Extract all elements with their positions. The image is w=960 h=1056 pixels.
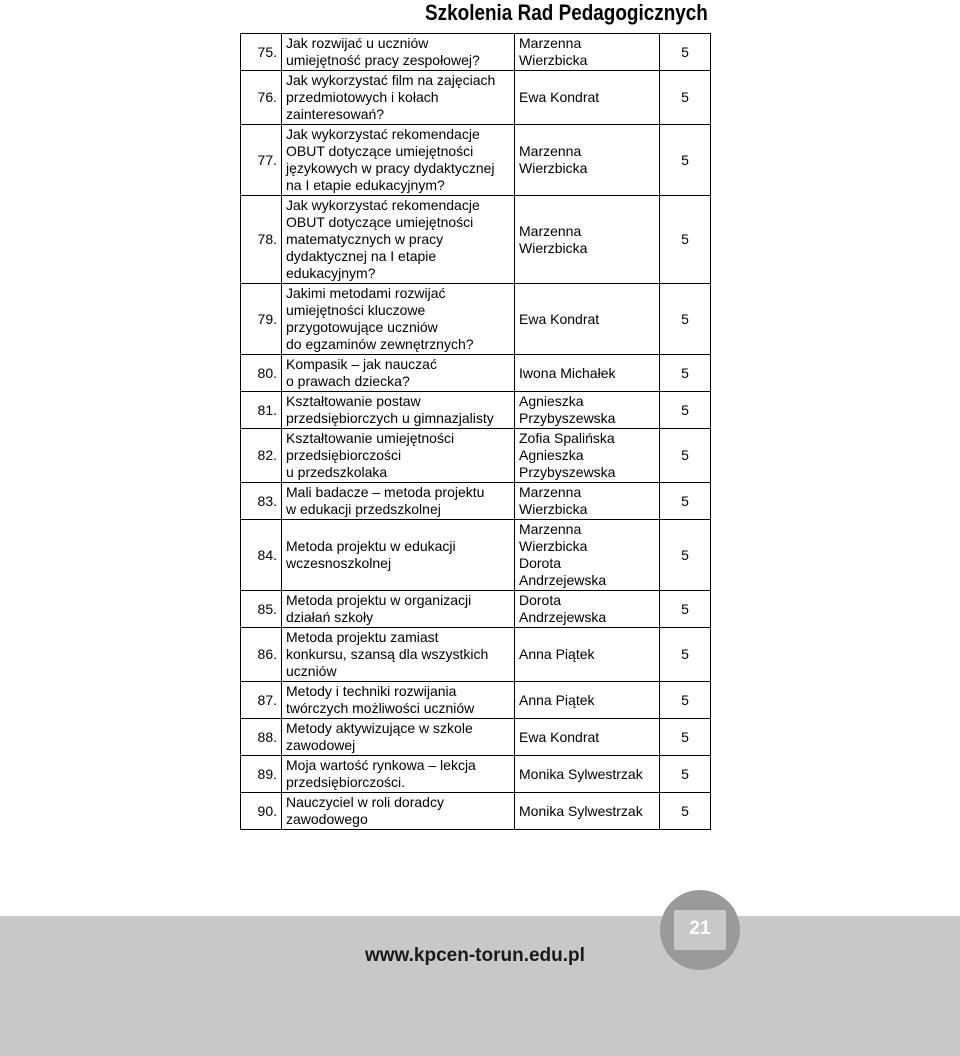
- row-trainer: Dorota Andrzejewska: [515, 591, 660, 628]
- row-number: 86.: [241, 628, 282, 682]
- row-trainer: Marzenna Wierzbicka: [515, 483, 660, 520]
- row-hours: 5: [660, 520, 711, 591]
- row-trainer: Monika Sylwestrzak: [515, 756, 660, 793]
- row-topic: Jak wykorzystać film na zajęciach przedmiotowych i kołach zainteresowań?: [282, 71, 515, 125]
- row-trainer: Iwona Michałek: [515, 355, 660, 392]
- table-row: [241, 520, 711, 591]
- row-number: 83.: [241, 483, 282, 520]
- row-number: 77.: [241, 125, 282, 196]
- row-hours: 5: [660, 71, 711, 125]
- table-row: [241, 793, 711, 830]
- row-number: 85.: [241, 591, 282, 628]
- row-number: 90.: [241, 793, 282, 830]
- courses-table-body: [241, 34, 711, 830]
- row-hours: 5: [660, 591, 711, 628]
- row-trainer: Agnieszka Przybyszewska: [515, 392, 660, 429]
- table-row: [241, 591, 711, 628]
- row-number: 87.: [241, 682, 282, 719]
- row-number: 82.: [241, 429, 282, 483]
- row-trainer: Ewa Kondrat: [515, 284, 660, 355]
- row-number: 79.: [241, 284, 282, 355]
- row-hours: 5: [660, 628, 711, 682]
- row-topic: Jak wykorzystać rekomendacje OBUT dotyczące umiejętności matematycznych w pracy dydaktycznej na I etapie edukacyjnym?: [282, 196, 515, 284]
- table-row: [241, 284, 711, 355]
- row-hours: 5: [660, 793, 711, 830]
- table-row: [241, 628, 711, 682]
- row-topic: Metoda projektu w edukacji wczesnoszkolnej: [282, 520, 515, 591]
- page-title: Szkolenia Rad Pedagogicznych: [425, 0, 708, 25]
- row-number: 76.: [241, 71, 282, 125]
- row-number: 80.: [241, 355, 282, 392]
- table-row: [241, 355, 711, 392]
- row-hours: 5: [660, 355, 711, 392]
- row-number: 89.: [241, 756, 282, 793]
- row-trainer: Anna Piątek: [515, 682, 660, 719]
- row-hours: 5: [660, 392, 711, 429]
- row-hours: 5: [660, 125, 711, 196]
- table-row: [241, 125, 711, 196]
- footer-band: [0, 916, 960, 1056]
- table-row: [241, 71, 711, 125]
- row-topic: Nauczyciel w roli doradcy zawodowego: [282, 793, 515, 830]
- row-topic: Metoda projektu zamiast konkursu, szansą dla wszystkich uczniów: [282, 628, 515, 682]
- table-row: [241, 429, 711, 483]
- page-number-box: [674, 910, 726, 950]
- table-row: [241, 682, 711, 719]
- row-hours: 5: [660, 196, 711, 284]
- row-number: 84.: [241, 520, 282, 591]
- row-topic: Metody aktywizujące w szkole zawodowej: [282, 719, 515, 756]
- row-trainer: Ewa Kondrat: [515, 719, 660, 756]
- row-hours: 5: [660, 34, 711, 71]
- row-topic: Metody i techniki rozwijania twórczych możliwości uczniów: [282, 682, 515, 719]
- row-topic: Jak rozwijać u uczniów umiejętność pracy zespołowej?: [282, 34, 515, 71]
- page-number-badge: [660, 890, 740, 970]
- page-number: 21: [689, 918, 711, 939]
- row-hours: 5: [660, 429, 711, 483]
- table-row: [241, 756, 711, 793]
- row-number: 81.: [241, 392, 282, 429]
- row-topic: Kształtowanie umiejętności przedsiębiorczości u przedszkolaka: [282, 429, 515, 483]
- row-trainer: Anna Piątek: [515, 628, 660, 682]
- row-trainer: Monika Sylwestrzak: [515, 793, 660, 830]
- courses-table: [240, 33, 711, 830]
- row-hours: 5: [660, 682, 711, 719]
- row-topic: Kształtowanie postaw przedsiębiorczych u gimnazjalisty: [282, 392, 515, 429]
- row-topic: Metoda projektu w organizacji działań szkoły: [282, 591, 515, 628]
- row-hours: 5: [660, 756, 711, 793]
- row-hours: 5: [660, 719, 711, 756]
- table-row: [241, 34, 711, 71]
- row-number: 78.: [241, 196, 282, 284]
- row-number: 88.: [241, 719, 282, 756]
- row-trainer: Zofia Spalińska Agnieszka Przybyszewska: [515, 429, 660, 483]
- row-topic: Kompasik – jak nauczać o prawach dziecka?: [282, 355, 515, 392]
- row-trainer: Marzenna Wierzbicka: [515, 125, 660, 196]
- row-number: 75.: [241, 34, 282, 71]
- table-row: [241, 483, 711, 520]
- row-trainer: Marzenna Wierzbicka Dorota Andrzejewska: [515, 520, 660, 591]
- table-row: [241, 719, 711, 756]
- table-row: [241, 196, 711, 284]
- row-topic: Mali badacze – metoda projektu w edukacji przedszkolnej: [282, 483, 515, 520]
- row-topic: Moja wartość rynkowa – lekcja przedsiębiorczości.: [282, 756, 515, 793]
- row-hours: 5: [660, 284, 711, 355]
- row-topic: Jak wykorzystać rekomendacje OBUT dotyczące umiejętności językowych w pracy dydaktycznej na I etapie edukacyjnym?: [282, 125, 515, 196]
- row-trainer: Marzenna Wierzbicka: [515, 196, 660, 284]
- row-trainer: Marzenna Wierzbicka: [515, 34, 660, 71]
- table-row: [241, 392, 711, 429]
- row-trainer: Ewa Kondrat: [515, 71, 660, 125]
- footer-url: www.kpcen-torun.edu.pl: [365, 945, 585, 966]
- row-topic: Jakimi metodami rozwijać umiejętności kluczowe przygotowujące uczniów do egzaminów zewnętrznych?: [282, 284, 515, 355]
- row-hours: 5: [660, 483, 711, 520]
